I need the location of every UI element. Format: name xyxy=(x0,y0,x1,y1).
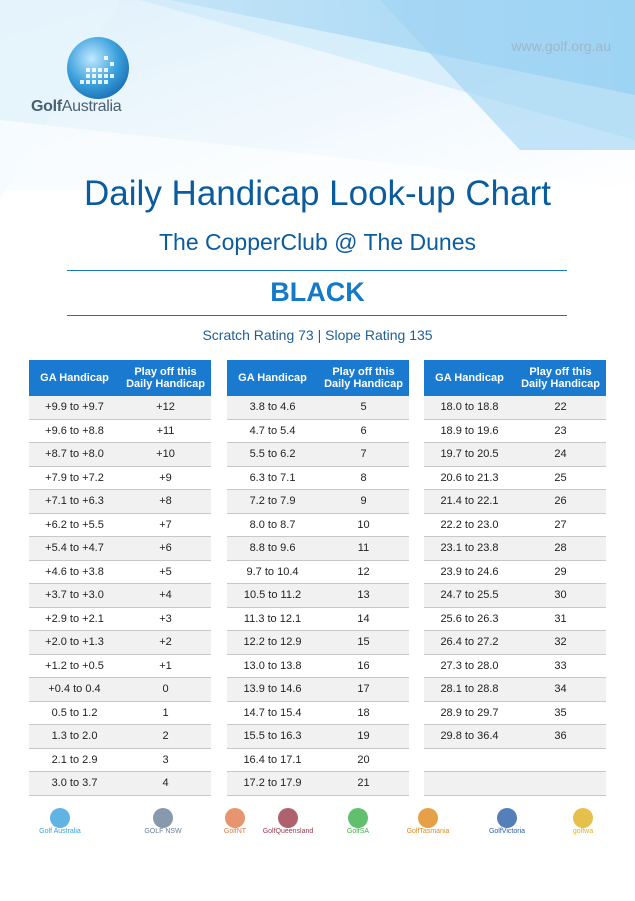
daily-handicap-value: 24 xyxy=(515,443,606,467)
table-row xyxy=(424,678,606,702)
logo-label: GolfQueensland xyxy=(262,828,314,835)
ga-handicap-range: +6.2 to +5.5 xyxy=(29,513,120,537)
table-row xyxy=(29,701,211,725)
daily-handicap-value: 5 xyxy=(318,396,409,419)
table-row xyxy=(227,396,409,419)
table-row xyxy=(227,490,409,514)
header-line-2: Daily Handicap xyxy=(126,378,205,390)
daily-handicap-value: +8 xyxy=(120,490,211,514)
table-row xyxy=(424,772,606,796)
table-row xyxy=(29,537,211,561)
daily-handicap-value: 11 xyxy=(318,537,409,561)
daily-handicap-value: 36 xyxy=(515,725,606,749)
table-row xyxy=(424,584,606,608)
ga-handicap-range: 3.8 to 4.6 xyxy=(227,396,318,419)
golf-wa-logo xyxy=(553,808,613,835)
golf-victoria-logo xyxy=(477,808,537,835)
table-row xyxy=(424,631,606,655)
ga-handicap-range: 3.0 to 3.7 xyxy=(29,772,120,796)
ga-handicap-range: 21.4 to 22.1 xyxy=(424,490,515,514)
table-row xyxy=(424,560,606,584)
table-row xyxy=(29,490,211,514)
golf-australia-logo xyxy=(30,808,90,835)
ga-handicap-range xyxy=(424,748,515,772)
golf-nt-icon xyxy=(225,808,245,828)
logo-label: GolfSA xyxy=(346,828,370,835)
ga-handicap-range: 16.4 to 17.1 xyxy=(227,748,318,772)
ga-handicap-range: 8.0 to 8.7 xyxy=(227,513,318,537)
course-ratings: Scratch Rating 73 | Slope Rating 135 xyxy=(202,327,433,343)
ga-handicap-range: 19.7 to 20.5 xyxy=(424,443,515,467)
table-row xyxy=(424,725,606,749)
daily-handicap-value: 26 xyxy=(515,490,606,514)
handicap-table-3 xyxy=(424,360,606,796)
header-line-2: Daily Handicap xyxy=(521,378,600,390)
ga-handicap-range: 28.9 to 29.7 xyxy=(424,701,515,725)
ga-handicap-range: 7.2 to 7.9 xyxy=(227,490,318,514)
header-daily-handicap xyxy=(120,360,211,396)
table-row xyxy=(29,654,211,678)
daily-handicap-value: 3 xyxy=(120,748,211,772)
ga-handicap-range: +9.6 to +8.8 xyxy=(29,419,120,443)
logo-label: Golf Australia xyxy=(39,828,81,835)
daily-handicap-value: 32 xyxy=(515,631,606,655)
ga-handicap-range: +1.2 to +0.5 xyxy=(29,654,120,678)
ga-handicap-range: 28.1 to 28.8 xyxy=(424,678,515,702)
ga-handicap-range: 22.2 to 23.0 xyxy=(424,513,515,537)
daily-handicap-value: +11 xyxy=(120,419,211,443)
daily-handicap-value: +1 xyxy=(120,654,211,678)
ga-handicap-range: 8.8 to 9.6 xyxy=(227,537,318,561)
daily-handicap-value: 31 xyxy=(515,607,606,631)
daily-handicap-value: +5 xyxy=(120,560,211,584)
daily-handicap-value: +12 xyxy=(120,396,211,419)
daily-handicap-value: 8 xyxy=(318,466,409,490)
ga-handicap-range: 11.3 to 12.1 xyxy=(227,607,318,631)
golf-queensland-logo xyxy=(258,808,318,835)
daily-handicap-value: 28 xyxy=(515,537,606,561)
table-row xyxy=(424,701,606,725)
daily-handicap-value: 16 xyxy=(318,654,409,678)
ga-handicap-range: 12.2 to 12.9 xyxy=(227,631,318,655)
table-row xyxy=(227,584,409,608)
table-row xyxy=(29,419,211,443)
header-daily-handicap xyxy=(318,360,409,396)
table-row xyxy=(227,748,409,772)
table-row xyxy=(29,443,211,467)
table-row xyxy=(424,607,606,631)
table-row xyxy=(227,772,409,796)
daily-handicap-value: +4 xyxy=(120,584,211,608)
tee-name: BLACK xyxy=(270,277,365,307)
daily-handicap-value: 12 xyxy=(318,560,409,584)
daily-handicap-value: 22 xyxy=(515,396,606,419)
table-row xyxy=(29,396,211,419)
header-line-1: Play off this xyxy=(134,366,197,378)
daily-handicap-value: 20 xyxy=(318,748,409,772)
daily-handicap-value: 4 xyxy=(120,772,211,796)
table-row xyxy=(227,725,409,749)
ga-handicap-range: 10.5 to 11.2 xyxy=(227,584,318,608)
table-row xyxy=(424,654,606,678)
ga-handicap-range: 26.4 to 27.2 xyxy=(424,631,515,655)
golf-nsw-icon xyxy=(153,808,173,828)
ga-handicap-range: 0.5 to 1.2 xyxy=(29,701,120,725)
daily-handicap-value: 7 xyxy=(318,443,409,467)
daily-handicap-value: 27 xyxy=(515,513,606,537)
ga-handicap-range: +3.7 to +3.0 xyxy=(29,584,120,608)
daily-handicap-value: 23 xyxy=(515,419,606,443)
daily-handicap-value: +3 xyxy=(120,607,211,631)
daily-handicap-value: 19 xyxy=(318,725,409,749)
table-row xyxy=(29,584,211,608)
ga-handicap-range: 18.9 to 19.6 xyxy=(424,419,515,443)
ga-handicap-range: +7.1 to +6.3 xyxy=(29,490,120,514)
table-row xyxy=(29,772,211,796)
daily-handicap-value: +7 xyxy=(120,513,211,537)
ga-handicap-range: 25.6 to 26.3 xyxy=(424,607,515,631)
ga-handicap-range: 15.5 to 16.3 xyxy=(227,725,318,749)
ga-handicap-range: 13.0 to 13.8 xyxy=(227,654,318,678)
header-ga-handicap: GA Handicap xyxy=(29,360,120,396)
ga-handicap-range: +9.9 to +9.7 xyxy=(29,396,120,419)
daily-handicap-value: 6 xyxy=(318,419,409,443)
ga-handicap-range: +8.7 to +8.0 xyxy=(29,443,120,467)
table-row xyxy=(227,631,409,655)
table-row xyxy=(227,607,409,631)
table-row xyxy=(227,419,409,443)
logo-label: golfwa xyxy=(572,828,594,835)
table-row xyxy=(424,396,606,419)
table-row xyxy=(29,466,211,490)
divider-bottom xyxy=(67,315,567,316)
golf-tasmania-icon xyxy=(418,808,438,828)
ga-handicap-range: 18.0 to 18.8 xyxy=(424,396,515,419)
table-row xyxy=(227,513,409,537)
logo-label: GolfTasmania xyxy=(406,828,450,835)
header-line-1: Play off this xyxy=(332,366,395,378)
ga-handicap-range: 5.5 to 6.2 xyxy=(227,443,318,467)
daily-handicap-value: 10 xyxy=(318,513,409,537)
table-row xyxy=(227,701,409,725)
daily-handicap-value: 35 xyxy=(515,701,606,725)
table-row xyxy=(424,748,606,772)
table-row xyxy=(227,443,409,467)
ga-handicap-range: +7.9 to +7.2 xyxy=(29,466,120,490)
golf-victoria-icon xyxy=(497,808,517,828)
header-ga-handicap: GA Handicap xyxy=(227,360,318,396)
table-row xyxy=(424,513,606,537)
website-url[interactable]: www.golf.org.au xyxy=(511,38,611,54)
daily-handicap-value: 29 xyxy=(515,560,606,584)
daily-handicap-value: +10 xyxy=(120,443,211,467)
handicap-table-1 xyxy=(29,360,211,796)
golf-nsw-logo xyxy=(133,808,193,835)
club-name: The CopperClub @ The Dunes xyxy=(159,229,476,255)
ga-handicap-range xyxy=(424,772,515,796)
divider-top xyxy=(67,270,567,271)
ga-handicap-range: +2.0 to +1.3 xyxy=(29,631,120,655)
daily-handicap-value xyxy=(515,748,606,772)
ga-handicap-range: 13.9 to 14.6 xyxy=(227,678,318,702)
golf-nt-logo xyxy=(205,808,265,835)
daily-handicap-value: 13 xyxy=(318,584,409,608)
ga-handicap-range: 24.7 to 25.5 xyxy=(424,584,515,608)
table-row xyxy=(424,466,606,490)
ga-handicap-range: 9.7 to 10.4 xyxy=(227,560,318,584)
table-row xyxy=(227,560,409,584)
ga-handicap-range: 4.7 to 5.4 xyxy=(227,419,318,443)
ga-handicap-range: 23.9 to 24.6 xyxy=(424,560,515,584)
table-row xyxy=(227,537,409,561)
daily-handicap-value: 34 xyxy=(515,678,606,702)
ga-handicap-range: 17.2 to 17.9 xyxy=(227,772,318,796)
daily-handicap-value: 1 xyxy=(120,701,211,725)
handicap-table-2 xyxy=(227,360,409,796)
daily-handicap-value: +6 xyxy=(120,537,211,561)
table-header xyxy=(29,360,211,396)
daily-handicap-value: 9 xyxy=(318,490,409,514)
daily-handicap-value: 25 xyxy=(515,466,606,490)
golf-sa-icon xyxy=(348,808,368,828)
logo-label: GOLF NSW xyxy=(144,828,182,835)
ga-handicap-range: 2.1 to 2.9 xyxy=(29,748,120,772)
ga-handicap-range: +5.4 to +4.7 xyxy=(29,537,120,561)
ga-handicap-range: 14.7 to 15.4 xyxy=(227,701,318,725)
table-row xyxy=(227,466,409,490)
table-row xyxy=(29,513,211,537)
golf-sa-logo xyxy=(328,808,388,835)
daily-handicap-value: 30 xyxy=(515,584,606,608)
golf-australia-icon xyxy=(50,808,70,828)
golf-wa-icon xyxy=(573,808,593,828)
ga-handicap-range: 27.3 to 28.0 xyxy=(424,654,515,678)
daily-handicap-value xyxy=(515,772,606,796)
table-row xyxy=(29,748,211,772)
daily-handicap-value: +9 xyxy=(120,466,211,490)
table-header xyxy=(424,360,606,396)
table-row xyxy=(29,631,211,655)
table-row xyxy=(227,678,409,702)
table-row xyxy=(29,607,211,631)
association-logos xyxy=(0,808,635,858)
header-daily-handicap xyxy=(515,360,606,396)
header-line-2: Daily Handicap xyxy=(324,378,403,390)
daily-handicap-value: 2 xyxy=(120,725,211,749)
daily-handicap-value: 14 xyxy=(318,607,409,631)
ga-handicap-range: 20.6 to 21.3 xyxy=(424,466,515,490)
golf-queensland-icon xyxy=(278,808,298,828)
page-title: Daily Handicap Look-up Chart xyxy=(84,174,551,213)
ga-handicap-range: +0.4 to 0.4 xyxy=(29,678,120,702)
daily-handicap-value: 17 xyxy=(318,678,409,702)
daily-handicap-value: 0 xyxy=(120,678,211,702)
table-row xyxy=(424,419,606,443)
logo-wordmark: GolfAustralia xyxy=(31,98,122,115)
table-row xyxy=(29,678,211,702)
table-row xyxy=(424,443,606,467)
table-row xyxy=(424,537,606,561)
logo-label: GolfVictoria xyxy=(488,828,526,835)
ga-handicap-range: +4.6 to +3.8 xyxy=(29,560,120,584)
daily-handicap-value: +2 xyxy=(120,631,211,655)
ga-handicap-range: 1.3 to 2.0 xyxy=(29,725,120,749)
ga-handicap-range: 6.3 to 7.1 xyxy=(227,466,318,490)
table-header xyxy=(227,360,409,396)
table-row xyxy=(424,490,606,514)
ga-handicap-range: +2.9 to +2.1 xyxy=(29,607,120,631)
ga-handicap-range: 29.8 to 36.4 xyxy=(424,725,515,749)
daily-handicap-value: 21 xyxy=(318,772,409,796)
ga-handicap-range: 23.1 to 23.8 xyxy=(424,537,515,561)
header-line-1: Play off this xyxy=(529,366,592,378)
table-row xyxy=(227,654,409,678)
daily-handicap-value: 15 xyxy=(318,631,409,655)
table-row xyxy=(29,725,211,749)
logo-label: GolfNT xyxy=(223,828,247,835)
golf-tasmania-logo xyxy=(398,808,458,835)
daily-handicap-value: 33 xyxy=(515,654,606,678)
daily-handicap-value: 18 xyxy=(318,701,409,725)
header-ga-handicap: GA Handicap xyxy=(424,360,515,396)
table-row xyxy=(29,560,211,584)
